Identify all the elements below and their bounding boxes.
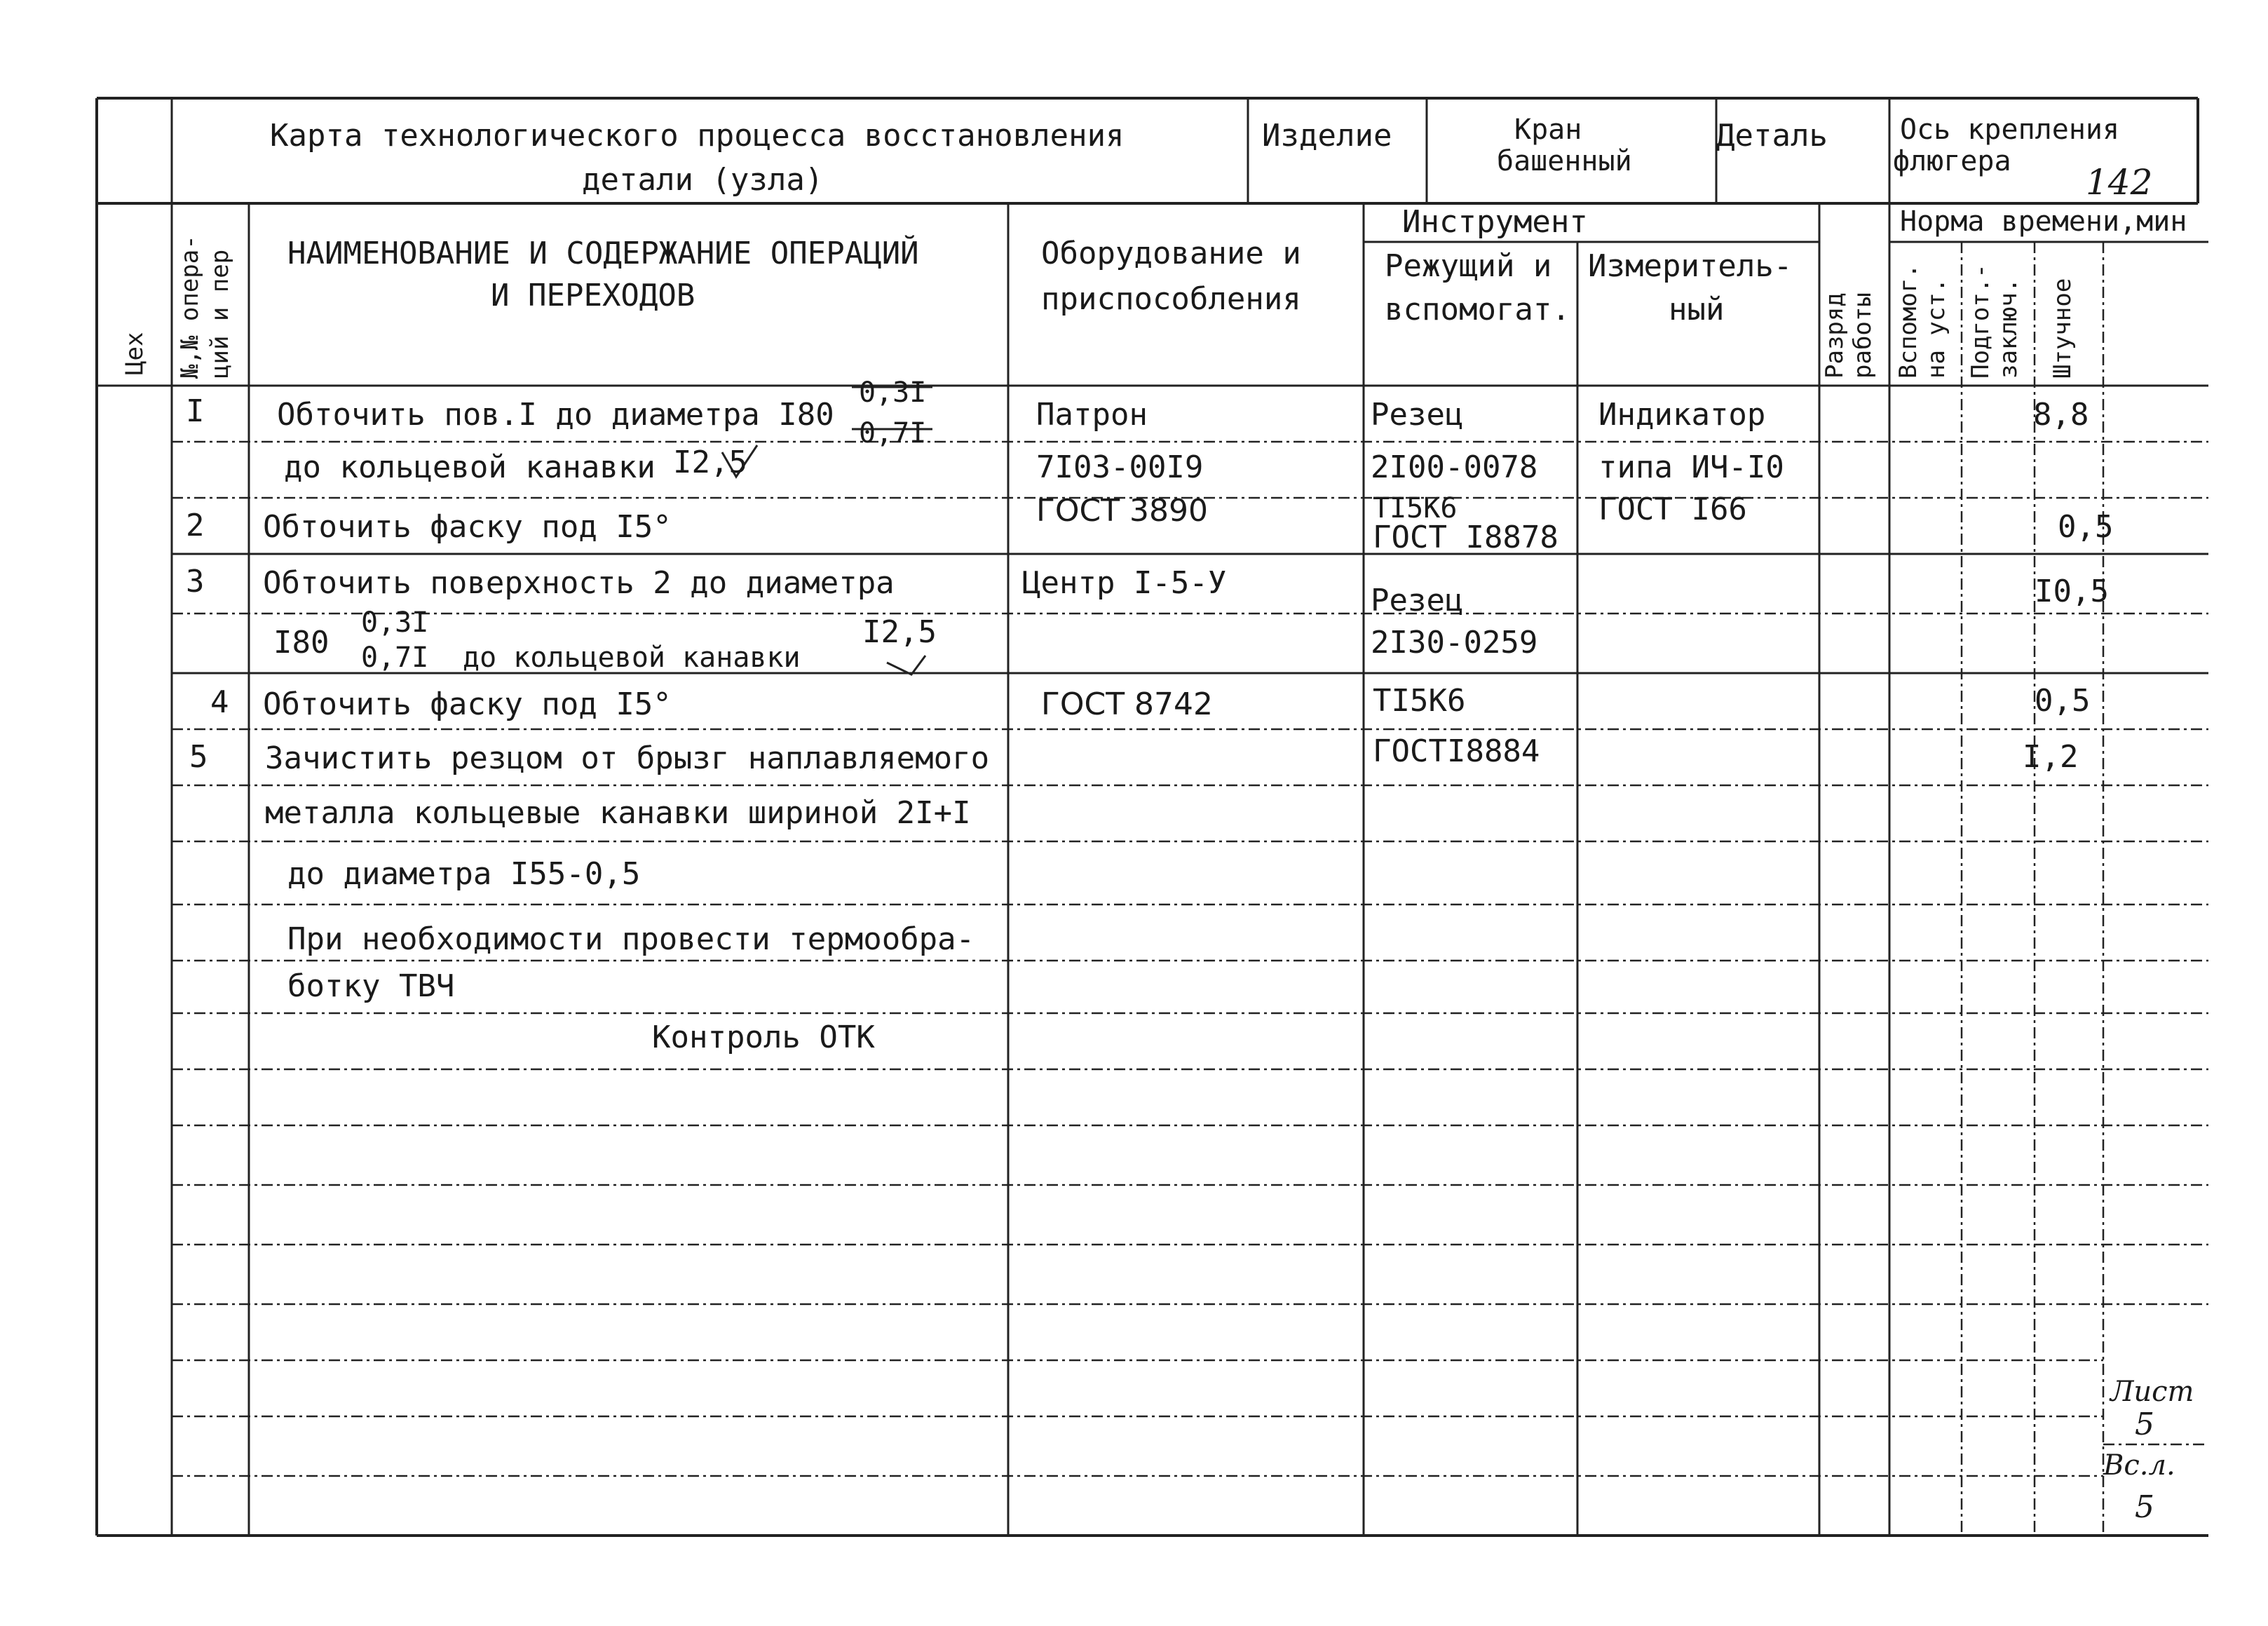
col-time-group: Норма времени,мин [1900, 205, 2187, 238]
equipment-5: ГОСТ 8742 [1041, 686, 1214, 722]
cutting-1: Резец [1371, 397, 1464, 433]
op-number-4: 4 [210, 684, 229, 720]
op-6-line-b: ботку ТВЧ [287, 968, 455, 1004]
op-3-line-a: Обточить поверхность 2 до диаметра [263, 565, 895, 601]
op-7-line: Контроль ОТК [652, 1019, 875, 1055]
equipment-1: Патрон [1036, 397, 1148, 433]
col-workshop: Цех [121, 332, 149, 375]
col-name-line2: И ПЕРЕХОДОВ [491, 278, 695, 313]
col-piece: Штучное [2049, 278, 2077, 379]
col-grade-line1: Разряд [1821, 292, 1849, 379]
product-label: Изделие [1262, 118, 1392, 154]
col-cutting-line1: Режущий и [1385, 248, 1552, 284]
op-number-3: 3 [186, 564, 205, 599]
total-sheets-value: 5 [2135, 1489, 2154, 1525]
piece-time-4: 0,5 [2035, 683, 2091, 719]
op-1-line-b: до кольцевой канавки [284, 449, 656, 485]
col-tool-group: Инструмент [1402, 204, 1588, 240]
col-aux-line1: Вспомог. [1894, 264, 1922, 379]
piece-time-2: 0,5 [2058, 509, 2114, 545]
measuring-1: Индикатор [1598, 397, 1766, 433]
product-value-1: Кран [1514, 114, 1582, 146]
op-6-line-a: При необходимости провести термообра- [287, 921, 975, 957]
equipment-2: 7I03-00I9 [1036, 449, 1204, 485]
col-op-number: №,№ опера-ций и пер [176, 235, 234, 379]
col-equipment-line2: приспособления [1041, 281, 1301, 317]
col-cutting-line2: вспомогат. [1385, 292, 1570, 327]
part-value-1: Ось крепления [1900, 114, 2120, 146]
equipment-4: Центр I-5-У [1022, 565, 1227, 601]
op-3-tol-upper: 0,3I [361, 607, 429, 639]
col-aux-line2: на уст. [1922, 278, 1950, 379]
op-1-tol-upper: 0,3I [859, 377, 927, 409]
cutting-8: ГОСТI8884 [1373, 733, 1540, 769]
op-5-line-c: до диаметра I55-0,5 [287, 856, 641, 892]
col-measuring-line1: Измеритель- [1588, 248, 1793, 284]
col-grade-line2: работы [1849, 292, 1877, 379]
product-value-2: башенный [1497, 145, 1632, 177]
op-3-finish: I2,5 [862, 614, 937, 650]
op-3-tol-lower: 0,7I [361, 642, 429, 674]
cutting-6: 2I30-0259 [1371, 625, 1538, 660]
sheet-label: Лист [2110, 1376, 2194, 1408]
op-number-5: 5 [189, 739, 208, 775]
op-1-tol-lower: 0,7I [859, 417, 927, 449]
op-2-line: Обточить фаску под I5° [263, 509, 672, 545]
measuring-3: ГОСТ I66 [1598, 492, 1747, 527]
card-title-line1: Карта технологического процесса восстановления [270, 118, 1125, 154]
col-measuring-line2: ный [1669, 292, 1725, 327]
cutting-7: TI5K6 [1373, 683, 1466, 719]
op-4-line: Обточить фаску под I5° [263, 686, 672, 722]
cutting-5: Резец [1371, 583, 1464, 618]
equipment-3: ГОСТ 3890 [1036, 493, 1209, 529]
col-equipment-line1: Оборудование и [1041, 236, 1301, 271]
cutting-3: TI5K6 [1373, 492, 1458, 524]
sheet-code: 142 [2086, 162, 2153, 203]
op-1-finish: I2,5 [673, 445, 747, 480]
total-sheets-label: Вс.л. [2103, 1449, 2175, 1482]
sheet-value: 5 [2135, 1407, 2154, 1442]
op-number-2: 2 [186, 508, 205, 543]
col-prep-line2: заключ. [1995, 278, 2023, 379]
card-title-line2: детали (узла) [582, 162, 824, 198]
part-label: Деталь [1716, 118, 1828, 154]
op-number-1: I [186, 393, 205, 429]
piece-time-3: I0,5 [2035, 574, 2109, 609]
op-3-diameter: I80 [273, 625, 330, 660]
piece-time-5: I,2 [2023, 739, 2079, 775]
col-prep-line1: Подгот.- [1967, 264, 1995, 379]
op-3-line-b: до кольцевой канавки [463, 642, 801, 674]
col-name-line1: НАИМЕНОВАНИЕ И СОДЕРЖАНИЕ ОПЕРАЦИЙ [287, 236, 919, 271]
op-1-line-a: Обточить пов.I до диаметра I80 [277, 397, 834, 433]
piece-time-1: 8,8 [2033, 397, 2089, 433]
cutting-2: 2I00-0078 [1371, 449, 1538, 485]
op-5-line-b: металла кольцевые канавки шириной 2I+I [265, 795, 971, 831]
part-value-2: флюгера [1893, 145, 2011, 177]
op-5-line-a: Зачистить резцом от брызг наплавляемого [265, 740, 990, 776]
measuring-2: типа ИЧ-I0 [1598, 449, 1784, 485]
cutting-4: ГОСТ I8878 [1373, 520, 1559, 555]
